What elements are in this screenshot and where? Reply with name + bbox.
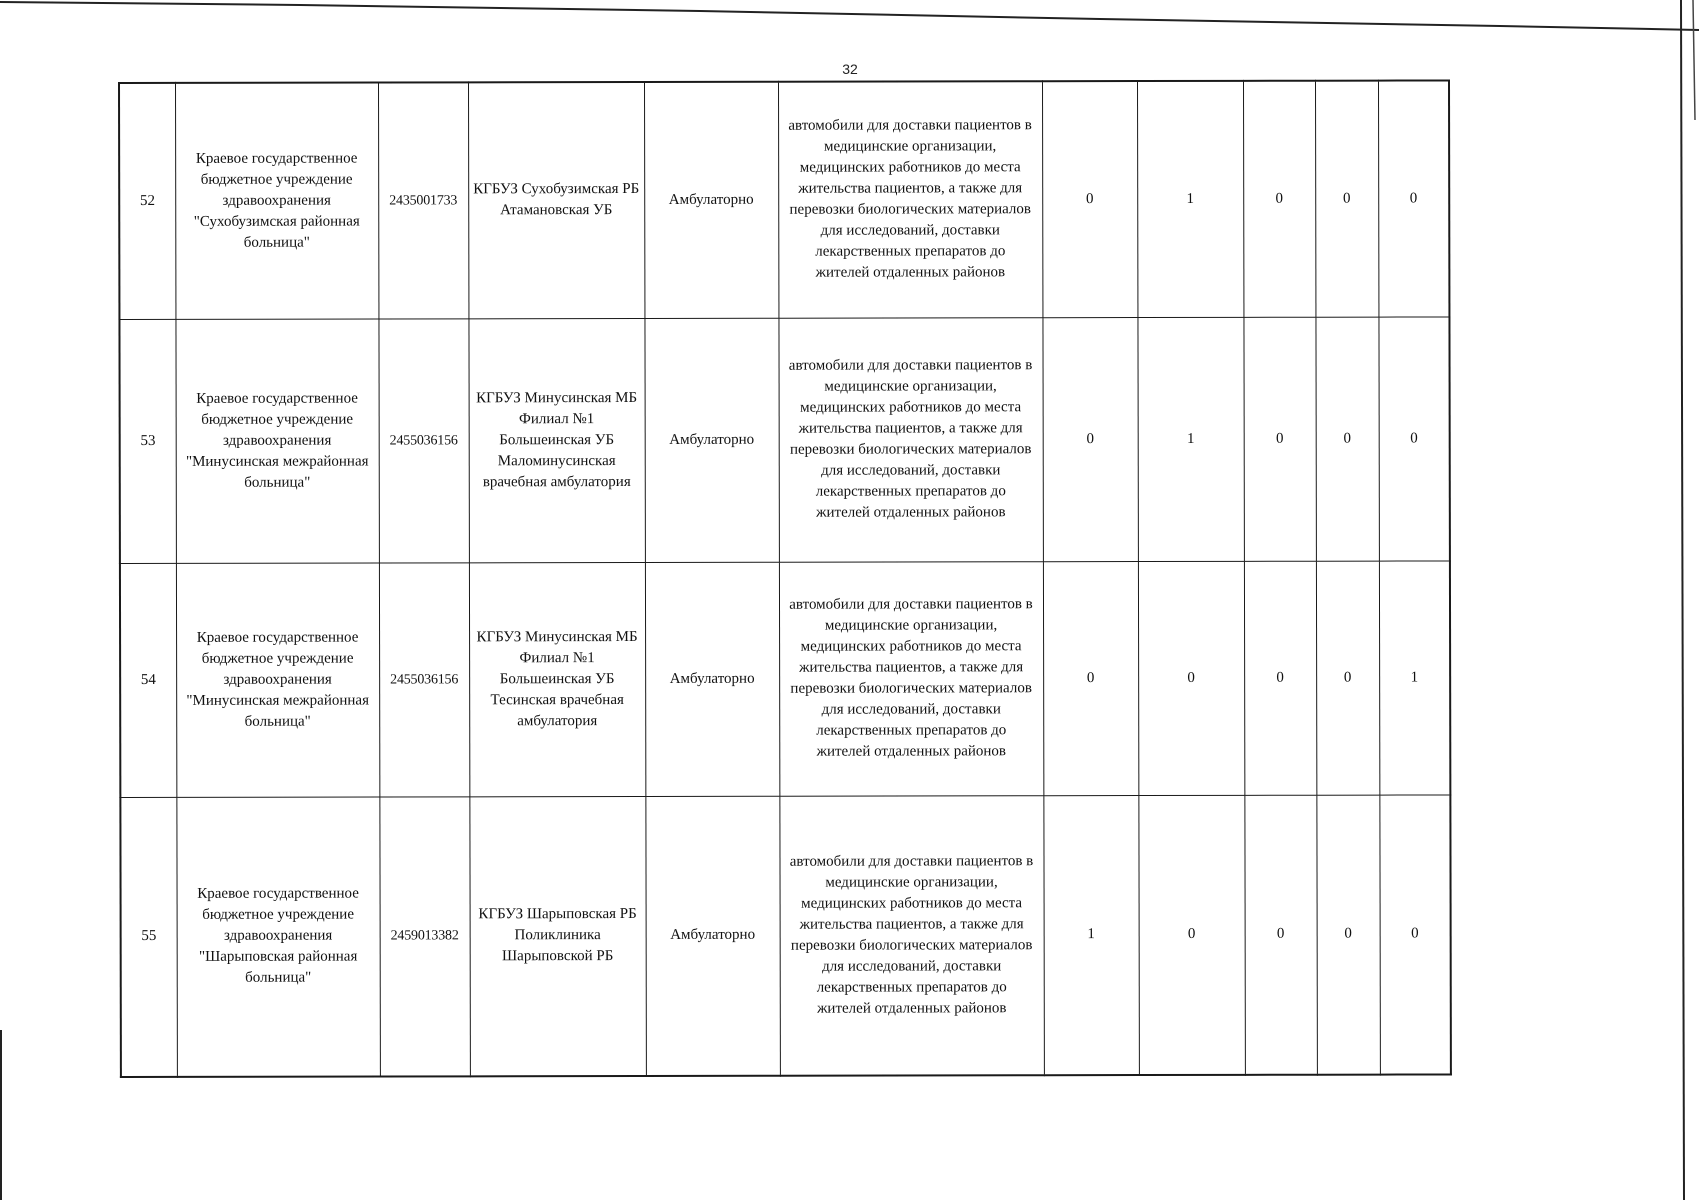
inn-code: 2459013382 — [379, 796, 470, 1076]
value-cell: 0 — [1315, 317, 1378, 561]
subdivision-name: КГБУЗ Сухобузимская РБ Атамановская УБ — [468, 82, 644, 318]
transport-purpose: автомобили для доставки пациентов в медицинские организации, медицинских работников до места жительства пациентов, а также для перевозки биологических материалов для исследований, доставки лекарственных препаратов до жителей отдаленных районов — [778, 81, 1042, 318]
value-cell: 0 — [1244, 795, 1317, 1075]
value-cell: 0 — [1379, 794, 1451, 1074]
subdivision-name: КГБУЗ Минусинская МБ Филиал №1 Большеинская УБ Маломинусинская врачебная амбулатория — [468, 318, 644, 562]
organization-name: Краевое государственное бюджетное учреждение здравоохранения "Шарыповская районная больница" — [176, 796, 380, 1076]
value-cell: 1 — [1137, 317, 1243, 561]
scan-edge-left — [0, 0, 30, 1200]
page-number: 32 — [842, 61, 858, 77]
table-row — [119, 80, 1449, 319]
value-cell: 0 — [1316, 561, 1379, 795]
table-row — [119, 316, 1449, 563]
organization-name: Краевое государственное бюджетное учреждение здравоохранения "Минусинская межрайонная больница" — [176, 562, 379, 796]
value-cell: 1 — [1379, 560, 1450, 794]
value-cell: 0 — [1244, 561, 1316, 795]
inn-code: 2455036156 — [378, 318, 468, 562]
value-cell: 0 — [1138, 795, 1245, 1075]
value-cell: 0 — [1043, 561, 1138, 795]
care-type: Амбулаторно — [645, 562, 779, 796]
value-cell: 1 — [1043, 795, 1139, 1075]
data-table — [118, 79, 1452, 1078]
value-cell: 0 — [1243, 81, 1315, 317]
transport-purpose: автомобили для доставки пациентов в медицинские организации, медицинских работников до места жительства пациентов, а также для перевозки биологических материалов для исследований, доставки лекарственных препаратов до жителей отдаленных районов — [778, 317, 1042, 562]
inn-code: 2455036156 — [379, 562, 469, 796]
organization-name: Краевое государственное бюджетное учреждение здравоохранения "Сухобузимская районная больница" — [175, 83, 378, 319]
scan-edge-right — [1659, 0, 1699, 1200]
transport-purpose: автомобили для доставки пациентов в медицинские организации, медицинских работников до места жительства пациентов, а также для перевозки биологических материалов для исследований, доставки лекарственных препаратов до жителей отдаленных районов — [779, 561, 1043, 796]
value-cell: 0 — [1042, 81, 1137, 317]
table-row — [120, 794, 1451, 1077]
value-cell: 1 — [1137, 81, 1243, 317]
care-type: Амбулаторно — [645, 796, 780, 1076]
value-cell: 0 — [1378, 80, 1449, 316]
row-number: 55 — [120, 797, 177, 1077]
row-number: 52 — [119, 83, 175, 319]
subdivision-name: КГБУЗ Шарыповская РБ Поликлиника Шарыповской РБ — [469, 796, 646, 1076]
table-row — [120, 560, 1450, 797]
value-cell: 0 — [1315, 81, 1378, 317]
care-type: Амбулаторно — [644, 318, 778, 562]
scan-edge-top — [0, 0, 1699, 40]
row-number: 54 — [120, 563, 176, 797]
value-cell: 0 — [1042, 317, 1137, 561]
subdivision-name: КГБУЗ Минусинская МБ Филиал №1 Большеинская УБ Тесинская врачебная амбулатория — [469, 562, 645, 796]
inn-code: 2435001733 — [378, 82, 468, 318]
value-cell: 0 — [1243, 317, 1315, 561]
transport-purpose: автомобили для доставки пациентов в медицинские организации, медицинских работников до места жительства пациентов, а также для перевозки биологических материалов для исследований, доставки лекарственных препаратов до жителей отдаленных районов — [779, 795, 1044, 1076]
value-cell: 0 — [1316, 795, 1380, 1075]
value-cell: 0 — [1378, 316, 1449, 560]
organization-name: Краевое государственное бюджетное учреждение здравоохранения "Минусинская межрайонная больница" — [175, 319, 378, 563]
row-number: 53 — [119, 319, 175, 563]
value-cell: 0 — [1138, 561, 1244, 795]
care-type: Амбулаторно — [644, 82, 778, 318]
